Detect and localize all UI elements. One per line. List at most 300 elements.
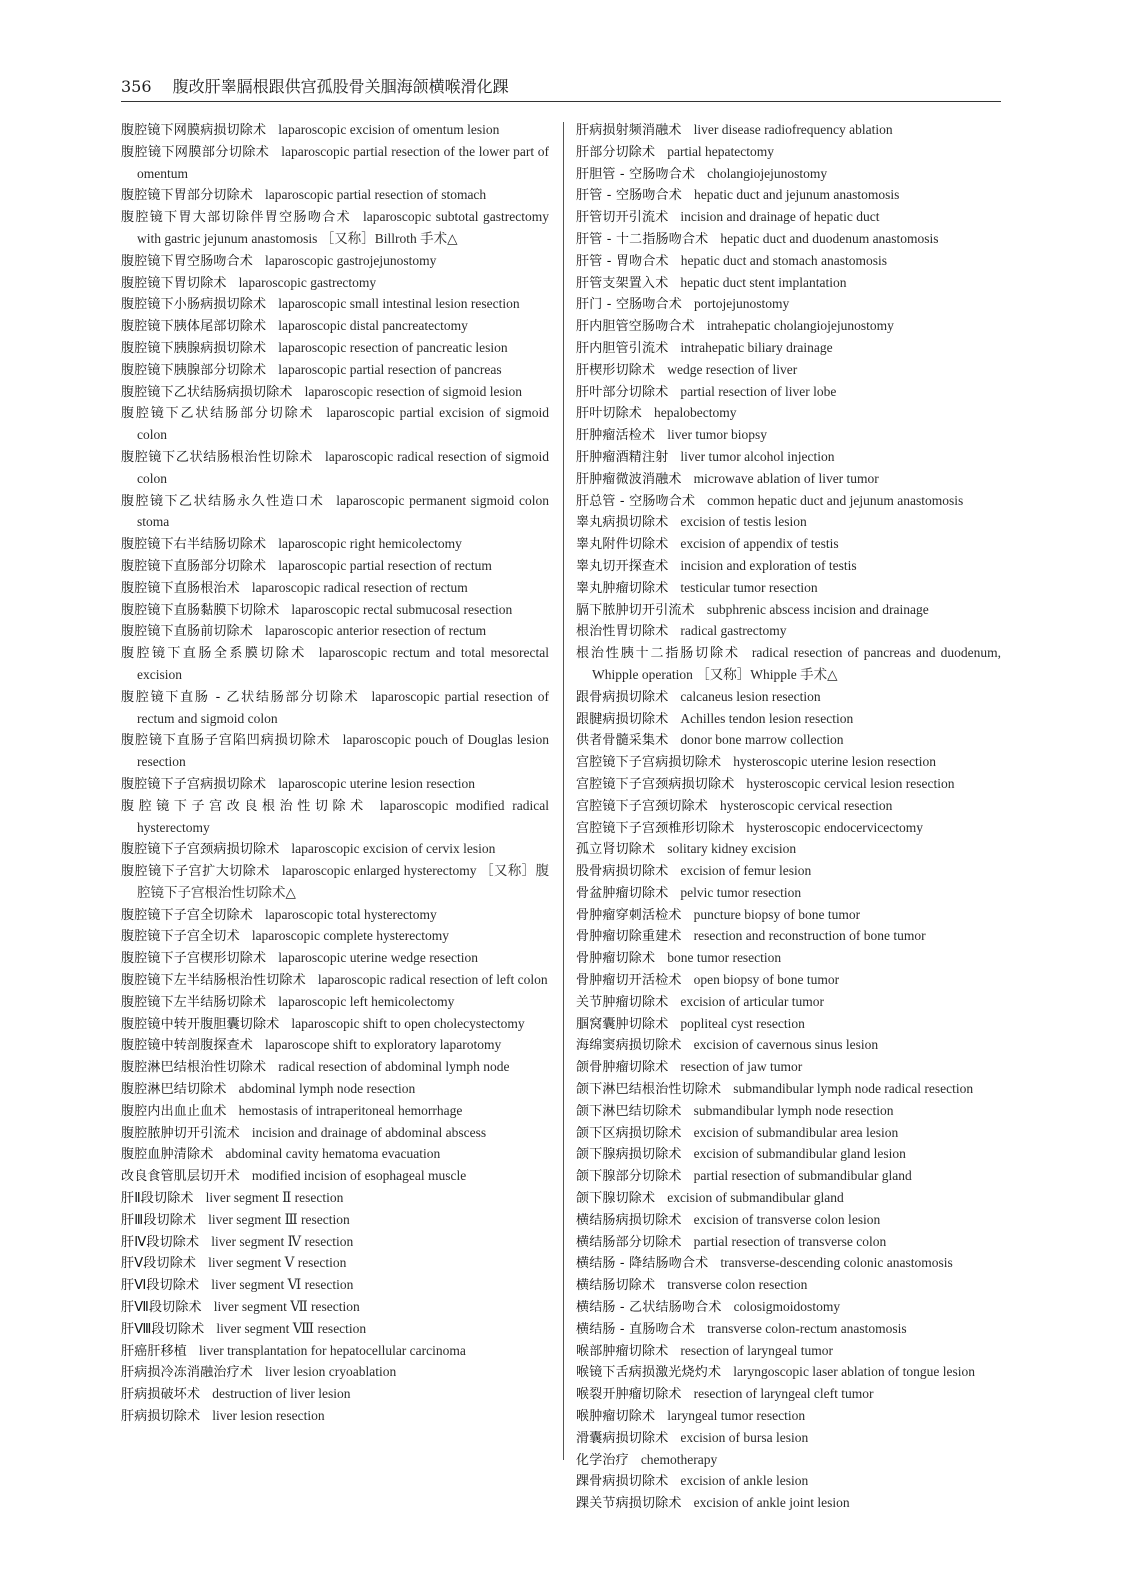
glossary-entry (121, 1406, 549, 1428)
glossary-entry (576, 316, 1001, 338)
term-english: pelvic tumor resection (680, 884, 802, 900)
term-english: excision of testis lesion (680, 514, 807, 530)
term-english: laparoscopic radical resection of rectum (251, 579, 468, 595)
term-english: liver segment Ⅳ resection (211, 1233, 354, 1249)
term-chinese: 腹腔镜下胃部分切除术 (121, 188, 254, 204)
term-english: partial hepatectomy (667, 143, 775, 159)
term-english: liver tumor biopsy (667, 427, 767, 443)
term-chinese: 腹腔镜下胰腺病损切除术 (121, 340, 267, 356)
term-chinese: 睾丸肿瘤切除术 (576, 580, 669, 596)
term-chinese: 腹腔镜下子宫颈病损切除术 (121, 842, 280, 858)
glossary-entry (576, 1232, 1001, 1254)
term-chinese: 腹腔镜下网膜病损切除术 (121, 123, 267, 138)
term-chinese: 骨肿瘤切除术 (576, 951, 656, 967)
glossary-entry (576, 1297, 1001, 1319)
glossary-entry (121, 491, 549, 535)
glossary-entry (576, 970, 1001, 992)
glossary-entry (576, 142, 1001, 164)
term-english: partial resection of liver lobe (680, 383, 837, 399)
glossary-entry (576, 273, 1001, 295)
glossary-entry (121, 1123, 549, 1145)
term-english: intrahepatic biliary drainage (680, 339, 833, 355)
term-chinese: 肝管 - 空肠吻合术 (576, 188, 682, 204)
term-chinese: 肝内胆管空肠吻合术 (576, 319, 695, 335)
term-chinese: 肝叶切除术 (576, 406, 643, 422)
term-english: laparoscopic rectal submucosal resection (291, 601, 513, 617)
glossary-entry (576, 1188, 1001, 1210)
term-chinese: 睾丸附件切除术 (576, 537, 669, 553)
term-chinese: 海绵窦病损切除术 (576, 1038, 682, 1054)
term-english: incision and drainage of hepatic duct (680, 209, 880, 225)
glossary-entry (121, 1232, 549, 1254)
term-english: hemostasis of intraperitoneal hemorrhage (238, 1102, 463, 1118)
right-column (576, 120, 1001, 1515)
glossary-entry (576, 469, 1001, 491)
term-chinese: 肝肿瘤酒精注射 (576, 449, 669, 465)
glossary-entry (576, 1035, 1001, 1057)
glossary-entry (576, 1384, 1001, 1406)
term-chinese: 肝Ⅲ段切除术 (121, 1212, 197, 1228)
term-english: laparoscopic complete hysterectomy (251, 928, 449, 944)
term-english: excision of cavernous sinus lesion (693, 1037, 879, 1053)
term-english: laparoscopic gastrectomy (238, 274, 377, 290)
term-chinese: 腹腔镜下右半结肠切除术 (121, 537, 267, 553)
glossary-entry (576, 1406, 1001, 1428)
term-chinese: 跟腱病损切除术 (576, 711, 669, 727)
term-english: submandibular lymph node radical resection (733, 1081, 974, 1097)
term-english: laryngoscopic laser ablation of tongue lesion (733, 1364, 976, 1380)
term-chinese: 横结肠 - 降结肠吻合术 (576, 1256, 709, 1272)
glossary-entry (121, 556, 549, 578)
term-english: laparoscopic modified radical hysterectomy (137, 797, 549, 835)
term-english: transverse colon-rectum anastomosis (707, 1320, 907, 1336)
glossary-entry (576, 1144, 1001, 1166)
term-english: liver segment Ⅲ resection (208, 1211, 350, 1227)
glossary-entry (576, 360, 1001, 382)
term-chinese: 跟骨病损切除术 (576, 689, 669, 705)
glossary-entry (576, 251, 1001, 273)
glossary-entry (121, 861, 549, 905)
term-english: liver segment Ⅷ resection (216, 1320, 367, 1336)
term-chinese: 肝Ⅳ段切除术 (121, 1234, 200, 1250)
glossary-entry (576, 600, 1001, 622)
term-english: liver segment Ⅶ resection (213, 1299, 360, 1315)
glossary-entry (121, 1384, 549, 1406)
term-chinese: 肝门 - 空肠吻合术 (576, 297, 682, 313)
term-chinese: 滑囊病损切除术 (576, 1430, 669, 1446)
glossary-entry (576, 1493, 1001, 1515)
term-english: laparoscope shift to exploratory laparotomy (265, 1037, 502, 1053)
term-chinese: 横结肠部分切除术 (576, 1234, 682, 1250)
term-chinese: 腹腔镜下子宫改良根治性切除术 (121, 798, 368, 814)
term-english: laparoscopic radical resection of sigmoid colon (137, 448, 549, 486)
glossary-entry (121, 1275, 549, 1297)
glossary-entry (576, 730, 1001, 752)
glossary-entry (121, 1188, 549, 1210)
term-chinese: 腹腔镜下直肠黏膜下切除术 (121, 602, 280, 618)
glossary-entry (121, 839, 549, 861)
term-chinese: 骨盆肿瘤切除术 (576, 885, 669, 901)
term-english: laparoscopic right hemicolectomy (278, 536, 462, 552)
term-chinese: 腹腔镜下网膜部分切除术 (121, 144, 270, 160)
term-english: resection and reconstruction of bone tumor (693, 928, 926, 944)
term-chinese: 腹腔镜下乙状结肠根治性切除术 (121, 449, 314, 465)
glossary-entry (121, 687, 549, 731)
glossary-entry (576, 861, 1001, 883)
glossary-entry (576, 185, 1001, 207)
term-english: resection of jaw tumor (680, 1059, 803, 1075)
term-chinese: 肝Ⅷ段切除术 (121, 1321, 205, 1337)
glossary-entry (121, 600, 549, 622)
glossary-entry (576, 1428, 1001, 1450)
glossary-entry (576, 1101, 1001, 1123)
glossary-entry (576, 905, 1001, 927)
term-chinese: 腹腔镜下子宫全切除术 (121, 907, 254, 923)
term-english: popliteal cyst resection (680, 1015, 805, 1031)
glossary-entry (121, 643, 549, 687)
glossary-entry (576, 752, 1001, 774)
glossary-entry (576, 1166, 1001, 1188)
term-english: open biopsy of bone tumor (693, 972, 840, 988)
term-chinese: 肝病损破坏术 (121, 1387, 201, 1403)
term-chinese: 肝总管 - 空肠吻合术 (576, 493, 696, 509)
term-english: calcaneus lesion resection (680, 688, 821, 704)
term-chinese: 颌下腺病损切除术 (576, 1147, 682, 1163)
term-chinese: 颌骨肿瘤切除术 (576, 1060, 669, 1076)
term-english: microwave ablation of liver tumor (693, 470, 879, 486)
glossary-entry (576, 556, 1001, 578)
term-chinese: 肝内胆管引流术 (576, 340, 669, 356)
term-english: liver transplantation for hepatocellular carcinoma (199, 1342, 466, 1358)
glossary-entry (121, 1362, 549, 1384)
term-chinese: 腹腔镜下子宫扩大切除术 (121, 864, 270, 880)
term-chinese: 腹腔镜下胃空肠吻合术 (121, 253, 254, 269)
term-english: laparoscopic excision of omentum lesion (278, 122, 500, 137)
glossary-entry (576, 1450, 1001, 1472)
term-chinese: 腹腔镜下乙状结肠部分切除术 (121, 406, 315, 422)
term-chinese: 腹腔镜下胰腺部分切除术 (121, 362, 267, 378)
glossary-entry (121, 447, 549, 491)
term-chinese: 喉部肿瘤切除术 (576, 1343, 669, 1359)
term-english: laparoscopic partial resection of pancreas (278, 361, 502, 377)
glossary-entry (121, 142, 549, 186)
term-chinese: 骨肿瘤切除重建术 (576, 929, 682, 945)
term-chinese: 骨肿瘤穿刺活检术 (576, 907, 682, 923)
term-english: Achilles tendon lesion resection (680, 710, 854, 726)
glossary-entry (576, 120, 1001, 142)
left-column (121, 120, 549, 1428)
glossary-entry (576, 578, 1001, 600)
term-chinese: 腹腔镜下胃切除术 (121, 275, 227, 291)
glossary-entry (121, 578, 549, 600)
term-chinese: 腹腔镜下小肠病损切除术 (121, 297, 267, 313)
glossary-entry (576, 1275, 1001, 1297)
glossary-entry (121, 774, 549, 796)
glossary-entry (121, 796, 549, 840)
term-english: liver segment Ⅴ resection (208, 1255, 347, 1271)
term-chinese: 供者骨髓采集术 (576, 733, 669, 749)
glossary-entry (121, 1341, 549, 1363)
term-english: liver segment Ⅵ resection (211, 1277, 354, 1293)
term-english: common hepatic duct and jejunum anastomosis (707, 492, 964, 508)
glossary-entry (576, 534, 1001, 556)
term-english: donor bone marrow collection (680, 732, 844, 748)
term-chinese: 肝叶部分切除术 (576, 384, 669, 400)
glossary-entry (576, 512, 1001, 534)
term-english: destruction of liver lesion (212, 1386, 351, 1402)
term-english: excision of appendix of testis (680, 536, 839, 552)
glossary-entry (576, 818, 1001, 840)
term-english: puncture biopsy of bone tumor (693, 906, 861, 922)
term-chinese: 肝病损射频消融术 (576, 123, 682, 138)
term-english: liver lesion resection (212, 1408, 325, 1424)
glossary-entry (576, 229, 1001, 251)
glossary-entry (121, 970, 549, 992)
term-english: wedge resection of liver (667, 361, 798, 377)
term-english: hysteroscopic endocervicectomy (746, 819, 923, 835)
glossary-entry (576, 992, 1001, 1014)
term-english: liver lesion cryoablation (265, 1364, 397, 1380)
term-chinese: 睾丸切开探查术 (576, 558, 669, 574)
term-english: resection of laryngeal tumor (680, 1342, 833, 1358)
term-english: laparoscopic uterine wedge resection (278, 950, 478, 966)
term-chinese: 宫腔镜下子宫颈切除术 (576, 798, 709, 814)
glossary-entry (576, 1079, 1001, 1101)
term-english: radical resection of pancreas and duodenum, Whipple operation ［又称］Whipple 手术△ (592, 645, 1001, 682)
term-english: laparoscopic partial resection of rectum (278, 557, 492, 573)
term-english: laparoscopic gastrojejunostomy (265, 252, 437, 268)
term-english: hepatic duct and duodenum anastomosis (720, 230, 939, 246)
term-english: resection of laryngeal cleft tumor (693, 1386, 874, 1402)
term-english: laparoscopic partial resection of stomach (265, 187, 487, 203)
term-english: partial resection of submandibular gland (693, 1168, 912, 1184)
term-english: excision of bursa lesion (680, 1429, 809, 1445)
term-english: laparoscopic subtotal gastrectomy with gastric jejunum anastomosis ［又称］Billroth 手术△ (137, 209, 549, 246)
glossary-entry (121, 273, 549, 295)
term-chinese: 肝管 - 十二指肠吻合术 (576, 231, 709, 247)
term-english: hepalobectomy (654, 405, 737, 421)
glossary-entry (121, 1057, 549, 1079)
term-chinese: 腹腔镜下直肠前切除术 (121, 624, 254, 640)
glossary-entry (576, 1362, 1001, 1384)
term-chinese: 关节肿瘤切除术 (576, 994, 669, 1010)
glossary-entry (121, 926, 549, 948)
glossary-entry (121, 1166, 549, 1188)
term-english: liver segment Ⅱ resection (205, 1190, 344, 1206)
term-english: laparoscopic partial resection of the lower part of omentum (137, 143, 549, 181)
glossary-entry (121, 1014, 549, 1036)
term-english: hysteroscopic cervical lesion resection (746, 775, 955, 791)
term-english: testicular tumor resection (680, 579, 818, 595)
column-divider (563, 122, 564, 1460)
term-chinese: 腹腔镜下子宫病损切除术 (121, 776, 267, 792)
term-chinese: 腹腔镜下乙状结肠病损切除术 (121, 384, 293, 400)
term-chinese: 踝关节病损切除术 (576, 1496, 682, 1512)
term-chinese: 股骨病损切除术 (576, 864, 669, 880)
term-english: liver disease radiofrequency ablation (693, 122, 893, 137)
glossary-entry (576, 294, 1001, 316)
term-chinese: 腘窝囊肿切除术 (576, 1016, 669, 1032)
term-chinese: 根治性胰十二指肠切除术 (576, 646, 740, 662)
term-chinese: 腹腔镜下直肠全系膜切除术 (121, 646, 307, 662)
term-chinese: 颌下淋巴结切除术 (576, 1103, 682, 1119)
glossary-entry (576, 164, 1001, 186)
term-chinese: 腹腔镜下子宫楔形切除术 (121, 951, 267, 967)
term-english: hepatic duct and stomach anastomosis (680, 252, 887, 268)
glossary-entry (121, 534, 549, 556)
glossary-entry (121, 338, 549, 360)
glossary-entry (121, 1210, 549, 1232)
term-chinese: 肝楔形切除术 (576, 362, 656, 378)
term-chinese: 腹腔脓肿切开引流术 (121, 1125, 240, 1141)
term-chinese: 颌下腺部分切除术 (576, 1169, 682, 1185)
term-chinese: 腹腔内出血止血术 (121, 1103, 227, 1119)
term-english: laparoscopic rectum and total mesorectal excision (137, 645, 549, 682)
term-chinese: 肝Ⅶ段切除术 (121, 1300, 202, 1316)
term-chinese: 改良食管肌层切开术 (121, 1169, 240, 1185)
term-chinese: 根治性胃切除术 (576, 624, 669, 640)
term-chinese: 横结肠 - 直肠吻合术 (576, 1321, 696, 1337)
term-english: laparoscopic uterine lesion resection (278, 775, 476, 791)
term-chinese: 腹腔镜中转剖腹探查术 (121, 1038, 254, 1054)
term-chinese: 腹腔镜下胰体尾部切除术 (121, 319, 267, 335)
term-english: laparoscopic shift to open cholecystectomy (291, 1015, 525, 1031)
term-chinese: 横结肠 - 乙状结肠吻合术 (576, 1300, 722, 1316)
term-chinese: 肝肿瘤活检术 (576, 428, 656, 444)
term-chinese: 肝Ⅴ段切除术 (121, 1256, 197, 1272)
term-english: chemotherapy (640, 1451, 718, 1467)
term-chinese: 睾丸病损切除术 (576, 515, 669, 531)
glossary-entry (121, 207, 549, 251)
term-english: laparoscopic excision of cervix lesion (291, 841, 496, 857)
term-chinese: 腹腔血肿清除术 (121, 1147, 214, 1163)
glossary-entry (121, 948, 549, 970)
glossary-entry (121, 382, 549, 404)
glossary-entry (576, 948, 1001, 970)
term-english: cholangiojejunostomy (707, 165, 828, 181)
glossary-entry (576, 447, 1001, 469)
term-english: colosigmoidostomy (733, 1299, 841, 1315)
term-english: hepatic duct stent implantation (680, 274, 847, 290)
term-chinese: 腹腔镜下直肠 - 乙状结肠部分切除术 (121, 689, 360, 705)
glossary-entry (121, 1079, 549, 1101)
term-english: modified incision of esophageal muscle (251, 1168, 467, 1184)
glossary-entry (576, 1471, 1001, 1493)
term-english: bone tumor resection (667, 950, 782, 966)
glossary-entry (576, 621, 1001, 643)
term-chinese: 宫腔镜下子宫颈椎形切除术 (576, 820, 735, 836)
term-chinese: 腹腔镜下直肠部分切除术 (121, 558, 267, 574)
term-chinese: 腹腔淋巴结切除术 (121, 1082, 227, 1098)
term-chinese: 肝肿瘤微波消融术 (576, 471, 682, 487)
term-english: laparoscopic small intestinal lesion resection (278, 296, 520, 312)
term-chinese: 肝病损冷冻消融治疗术 (121, 1365, 254, 1381)
term-chinese: 肝癌肝移植 (121, 1343, 188, 1359)
glossary-entry (121, 360, 549, 382)
term-english: laparoscopic resection of pancreatic lesion (278, 339, 508, 355)
glossary-entry (576, 491, 1001, 513)
term-english: laparoscopic partial excision of sigmoid colon (137, 405, 549, 443)
page-number: 356 (121, 77, 152, 96)
glossary-entry (121, 1297, 549, 1319)
page-header (121, 74, 1001, 100)
term-english: laparoscopic left hemicolectomy (278, 993, 455, 1009)
term-english: portojejunostomy (693, 296, 790, 312)
term-english: laparoscopic resection of sigmoid lesion (304, 383, 523, 399)
term-chinese: 喉裂开肿瘤切除术 (576, 1387, 682, 1403)
term-english: excision of submandibular area lesion (693, 1124, 899, 1140)
term-english: hepatic duct and jejunum anastomosis (693, 187, 900, 203)
term-english: laparoscopic enlarged hysterectomy ［又称］腹腔镜下子宫根治性切除术△ (137, 863, 549, 900)
glossary-entry (576, 207, 1001, 229)
term-chinese: 腹腔镜下乙状结肠永久性造口术 (121, 493, 325, 509)
glossary-entry (121, 120, 549, 142)
term-chinese: 肝Ⅱ段切除术 (121, 1191, 194, 1207)
glossary-entry (576, 1341, 1001, 1363)
term-english: subphrenic abscess incision and drainage (706, 601, 929, 617)
glossary-entry (121, 992, 549, 1014)
glossary-entry (121, 621, 549, 643)
term-english: excision of transverse colon lesion (693, 1211, 881, 1227)
term-chinese: 颌下腺切除术 (576, 1191, 656, 1207)
term-english: radical resection of abdominal lymph node (278, 1059, 510, 1075)
glossary-entry (576, 1123, 1001, 1145)
term-chinese: 横结肠切除术 (576, 1278, 656, 1294)
term-chinese: 腹腔镜中转开腹胆囊切除术 (121, 1016, 280, 1032)
term-chinese: 腹腔淋巴结根治性切除术 (121, 1060, 267, 1076)
term-chinese: 肝胆管 - 空肠吻合术 (576, 166, 696, 182)
glossary-entry (576, 1014, 1001, 1036)
glossary-entry (121, 1035, 549, 1057)
term-english: transverse-descending colonic anastomosis (720, 1255, 953, 1271)
term-english: excision of submandibular gland lesion (693, 1146, 906, 1162)
glossary-entry (576, 643, 1001, 687)
glossary-entry (576, 709, 1001, 731)
glossary-entry (576, 926, 1001, 948)
term-chinese: 腹腔镜下左半结肠根治性切除术 (121, 973, 306, 989)
term-english: submandibular lymph node resection (693, 1102, 894, 1118)
term-chinese: 踝骨病损切除术 (576, 1474, 669, 1490)
term-chinese: 腹腔镜下胃大部切除伴胃空肠吻合术 (121, 210, 351, 226)
term-chinese: 肝部分切除术 (576, 144, 656, 160)
term-chinese: 化学治疗 (576, 1452, 629, 1468)
term-chinese: 骨肿瘤切开活检术 (576, 973, 682, 989)
term-english: laparoscopic pouch of Douglas lesion resection (137, 732, 549, 770)
glossary-entry (576, 1210, 1001, 1232)
glossary-entry (121, 403, 549, 447)
glossary-entry (576, 403, 1001, 425)
glossary-entry (121, 1101, 549, 1123)
term-english: hysteroscopic cervical resection (720, 797, 893, 813)
term-english: laparoscopic distal pancreatectomy (278, 318, 468, 334)
term-english: incision and exploration of testis (680, 557, 857, 573)
glossary-entry (121, 1319, 549, 1341)
term-english: intrahepatic cholangiojejunostomy (706, 318, 894, 334)
term-english: solitary kidney excision (667, 841, 797, 857)
glossary-entry (576, 1253, 1001, 1275)
term-english: laryngeal tumor resection (667, 1408, 806, 1424)
glossary-entry (576, 796, 1001, 818)
glossary-entry (576, 338, 1001, 360)
term-chinese: 腹腔镜下子宫全切术 (121, 929, 240, 945)
term-chinese: 肝管 - 胃吻合术 (576, 253, 669, 269)
term-chinese: 腹腔镜下直肠子宫陷凹病损切除术 (121, 733, 331, 749)
glossary-entry (121, 1253, 549, 1275)
term-chinese: 颌下区病损切除术 (576, 1125, 682, 1141)
glossary-entry (121, 905, 549, 927)
term-chinese: 横结肠病损切除术 (576, 1212, 682, 1228)
term-chinese: 腹腔镜下左半结肠切除术 (121, 994, 267, 1010)
